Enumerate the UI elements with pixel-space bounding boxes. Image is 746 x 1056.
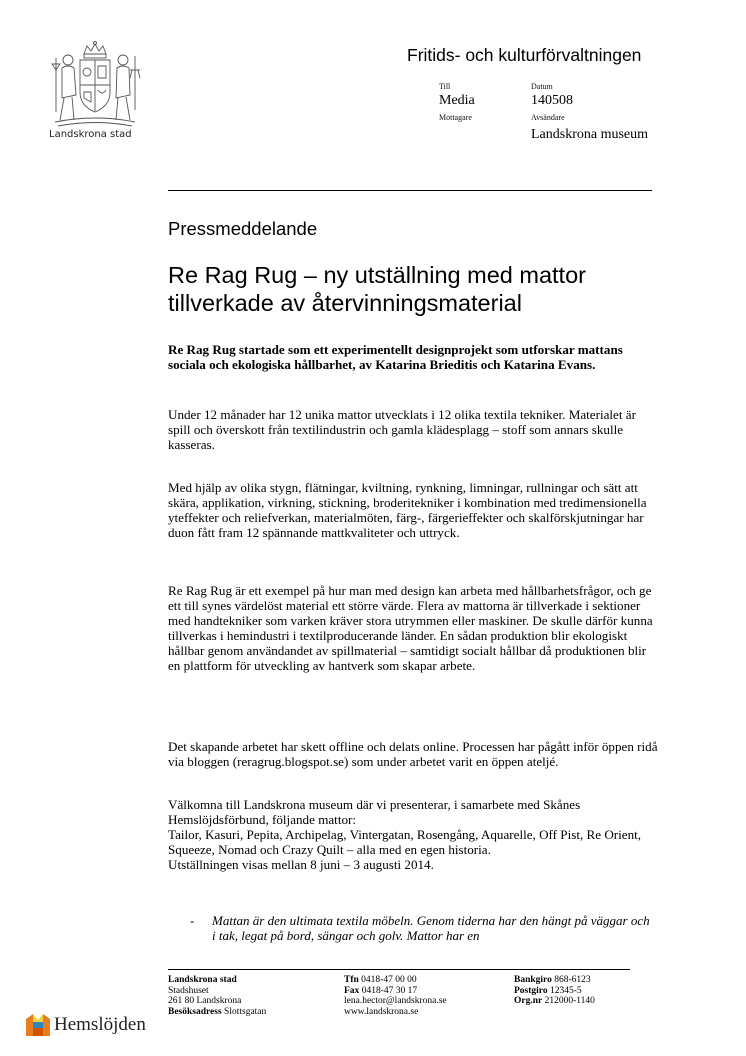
footer-bankgiro-label: Bankgiro: [514, 975, 552, 985]
datum-label: Datum: [531, 82, 553, 91]
paragraph-5-intro: Välkomna till Landskrona museum där vi presenterar, i samarbete med Skånes Hemslöjdsförbund, följande mattor:: [168, 797, 581, 827]
footer-banking: [514, 975, 595, 1007]
org-caption: Landskrona stad: [49, 129, 132, 140]
footer-contact: [344, 975, 447, 1017]
paragraph-2: Med hjälp av olika stygn, flätningar, kviltning, rynkning, limningar, rullningar och sätt att skära, applikation, virkning, stickning, broderitekniker i kombination med tredimensionella yteffekter och reliefverkan, materialmöten, färg-, färgerieffekter och skalförskjutningar har duon fått fram 12 spännande mattkvaliteter och uttryck.: [168, 480, 647, 540]
hemslojden-logo-icon: [24, 1011, 52, 1039]
till-value: Media: [439, 93, 475, 108]
quote-bullet: [190, 913, 650, 943]
exhibition-dates: Utställningen visas mellan 8 juni – 3 augusti 2014.: [168, 857, 434, 872]
bullet-dash: -: [190, 913, 195, 928]
footer-postgiro-label: Postgiro: [514, 985, 548, 996]
footer-tfn-value: 0418-47 00 00: [361, 975, 417, 985]
paragraph-1: Under 12 månader har 12 unika mattor utvecklats i 12 olika textila tekniker. Materialet är spill och överskott från textilindustrin och gamla klädesplagg – stoff som annars skulle kasseras.: [168, 407, 636, 452]
footer-address: [168, 975, 266, 1017]
footer-orgnr-value: 212000-1140: [544, 996, 595, 1006]
quote-text: Mattan är den ultimata textila möbeln. Genom tiderna har den hängt på väggar och i tak, legat på bord, sängar och golv. Mattor har en: [212, 913, 650, 943]
till-label: Till: [439, 82, 451, 91]
footer-visit-label: Besöksadress: [168, 1006, 222, 1017]
header-divider: [168, 190, 652, 191]
footer-postgiro-value: 12345-5: [549, 985, 582, 996]
paragraph-5: [168, 797, 658, 872]
footer-web-link[interactable]: www.landskrona.se: [344, 1006, 419, 1017]
lead-paragraph: Re Rag Rug startade som ett experimentellt designprojekt som utforskar mattans sociala och ekologiska hållbarhet, av Katarina Brieditis och Katarina Evans.: [168, 342, 623, 372]
avsandare-value: Landskrona museum: [531, 127, 649, 142]
footer-postal: 261 80 Landskrona: [168, 996, 242, 1006]
department-name: Fritids- och kulturförvaltningen: [407, 45, 642, 65]
document-kind: Pressmeddelande: [168, 218, 318, 239]
footer-building: Stadshuset: [168, 985, 209, 996]
footer-email-link[interactable]: lena.hector@landskrona.se: [344, 996, 447, 1006]
avsandare-label: Avsändare: [531, 113, 565, 122]
footer-org: Landskrona stad: [168, 975, 237, 985]
mottagare-label: Mottagare: [439, 113, 472, 122]
partner-logo-text: Hemslöjden: [54, 1014, 146, 1035]
footer-fax-label: Fax: [344, 985, 360, 996]
footer-tfn-label: Tfn: [344, 975, 359, 985]
footer-orgnr-label: Org.nr: [514, 996, 543, 1006]
footer-divider: [168, 969, 630, 970]
footer-visit-value: Slottsgatan: [224, 1006, 267, 1017]
paragraph-3: Re Rag Rug är ett exempel på hur man med design kan arbeta med hållbarhetsfrågor, och ge ett till synes värdelöst material ett större värde. Flera av mattorna är tillverkade i sektioner med handtekniker som varken kräver stora utrymmen eller maskiner. De skulle därför kunna tillverkas i hemindustri i textilproducerande länder. En sådan produktion blir ekologiskt hållbar genom användandet av spillmaterial – samtidigt socialt hållbar då produktionen blir en plattform för utveckling av hantverk som skapar arbete.: [168, 583, 653, 673]
datum-value: 140508: [531, 93, 573, 108]
footer-fax-value: 0418-47 30 17: [361, 985, 418, 996]
rug-list: Tailor, Kasuri, Pepita, Archipelag, Vintergatan, Rosengång, Aquarelle, Off Pist, Re Orient, Squeeze, Nomad och Crazy Quilt – alla med en egen historia.: [168, 827, 642, 857]
page-title: Re Rag Rug – ny utställning med mattor tillverkade av återvinningsmaterial: [168, 262, 586, 316]
paragraph-4: Det skapande arbetet har skett offline och delats online. Processen har pågått inför öppen ridå via bloggen (reragrug.blogspot.se) som under arbetet varit en öppen ateljé.: [168, 739, 658, 769]
footer-bankgiro-value: 868-6123: [554, 975, 591, 985]
